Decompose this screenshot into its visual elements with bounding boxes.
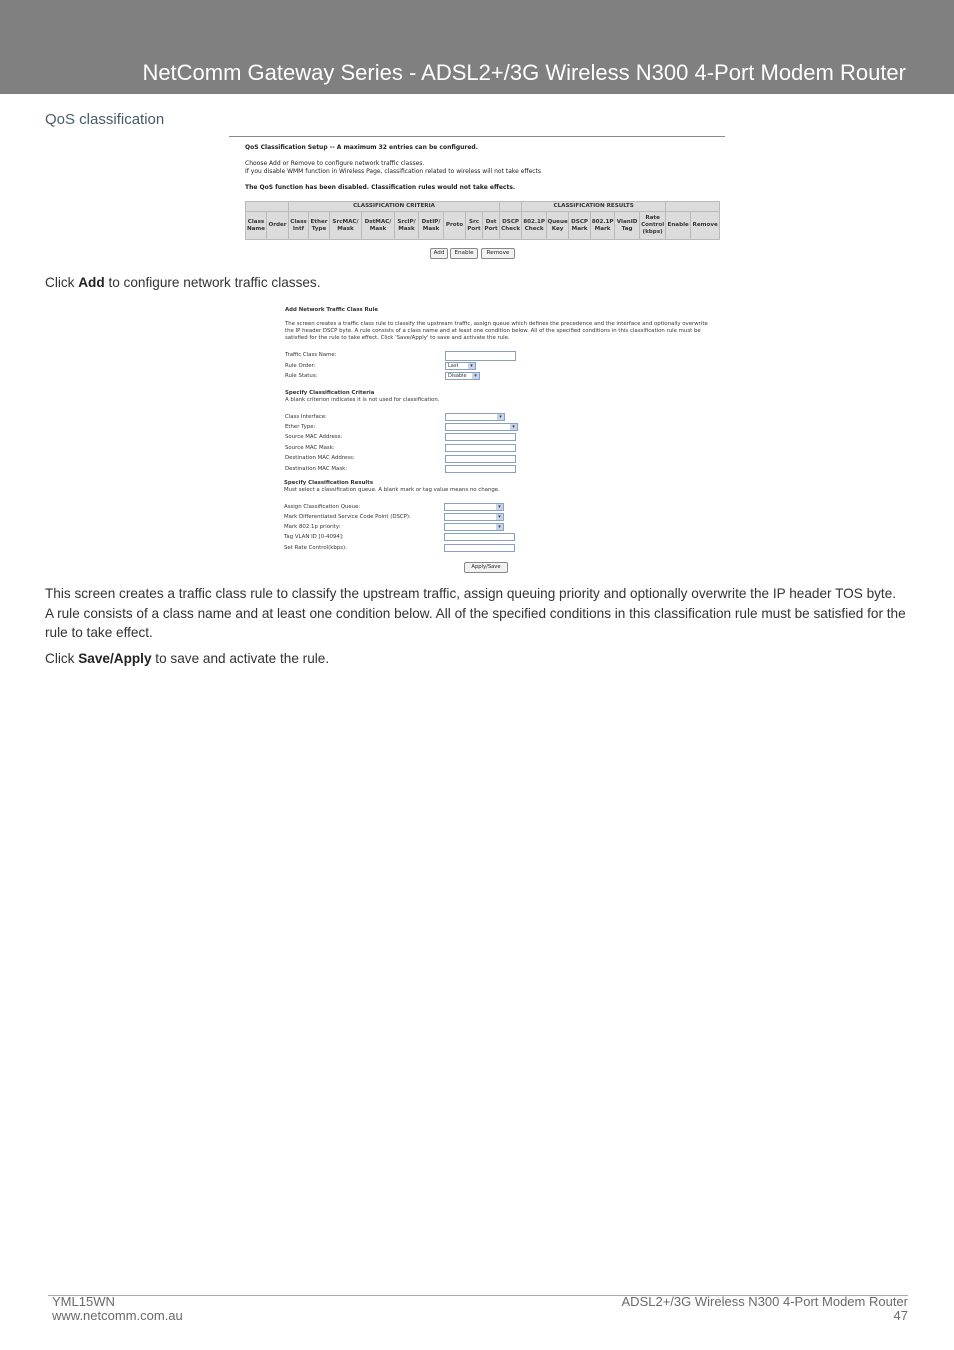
chevron-down-icon: ▾ <box>496 514 503 520</box>
footer-product: ADSL2+/3G Wireless N300 4-Port Modem Router <box>621 1294 908 1309</box>
column-header: DSCP Mark <box>569 212 591 240</box>
rule-status-label: Rule Status: <box>285 373 318 379</box>
add-rule-screenshot <box>283 305 708 573</box>
group-results-header: CLASSIFICATION RESULTS <box>522 202 666 212</box>
traffic-class-name-input[interactable] <box>445 351 516 361</box>
class-interface-select[interactable] <box>445 413 505 421</box>
column-header: DstMAC/ Mask <box>362 212 395 240</box>
enable-button[interactable]: Enable <box>450 248 478 259</box>
add-keyword: Add <box>78 275 105 290</box>
column-header: Queue Key <box>547 212 569 240</box>
qos-setup-title: QoS Classification Setup -- A maximum 32 entries can be configured. <box>245 144 478 151</box>
footer-model: YML15WN <box>52 1294 115 1309</box>
column-header: Dst Port <box>483 212 500 240</box>
destination-mac-mask-label: Destination MAC Mask: <box>285 466 348 472</box>
traffic-class-name-label: Traffic Class Name: <box>285 352 337 358</box>
results-note: Must select a classification queue. A blank mark or tag value means no change. <box>284 487 500 493</box>
column-header: SrcMAC/ Mask <box>330 212 362 240</box>
add-rule-title: Add Network Traffic Class Rule <box>285 307 379 313</box>
group-criteria-header: CLASSIFICATION CRITERIA <box>289 202 500 212</box>
class-interface-label: Class Interface: <box>285 414 327 420</box>
chevron-down-icon: ▾ <box>510 424 517 430</box>
page-number: 47 <box>893 1308 908 1323</box>
results-title: Specify Classification Results <box>284 480 374 486</box>
instruction-save-apply: Click Save/Apply to save and activate the rule. <box>45 651 330 666</box>
column-header: Class Intf <box>289 212 309 240</box>
column-header: Proto <box>444 212 466 240</box>
save-apply-keyword: Save/Apply <box>78 651 152 666</box>
column-header: DstIP/ Mask <box>419 212 444 240</box>
column-header: VlanID Tag <box>615 212 640 240</box>
ether-type-label: Ether Type: <box>285 424 316 430</box>
rule-order-select[interactable]: Last ▾ <box>445 362 476 370</box>
criteria-note: A blank criterion indicates it is not used for classification. <box>285 397 440 403</box>
column-header: SrcIP/ Mask <box>395 212 419 240</box>
source-mac-input[interactable] <box>445 433 516 441</box>
tag-vlan-label: Tag VLAN ID [0-4094]: <box>284 534 344 540</box>
column-header: Class Name <box>246 212 267 240</box>
column-header: Ether Type <box>309 212 330 240</box>
header-title: NetComm Gateway Series - ADSL2+/3G Wireless N300 4-Port Modem Router <box>142 60 906 85</box>
destination-mac-label: Destination MAC Address: <box>285 455 355 461</box>
qos-disabled-warning: The QoS function has been disabled. Classification rules would not take effects. <box>245 184 516 191</box>
rule-status-select[interactable]: Disable ▾ <box>445 372 480 380</box>
source-mac-mask-label: Source MAC Mask: <box>285 445 335 451</box>
mark-8021p-label: Mark 802.1p priority: <box>284 524 341 530</box>
add-rule-desc: the IP header DSCP byte. A rule consists of a class name and at least one condition below. All of the specified conditions in this classification rule must be <box>285 328 701 334</box>
chevron-down-icon: ▾ <box>496 524 503 530</box>
rule-order-label: Rule Order: <box>285 363 316 369</box>
destination-mac-mask-input[interactable] <box>445 465 516 473</box>
column-header: Remove <box>691 212 720 240</box>
rule-description-paragraph: This screen creates a traffic class rule to classify the upstream traffic, assign queuing priority and optionally overwrite the IP header TOS byte. A rule consists of a class name and at least one condition below. All of the specified conditions in this classification rule must be satisfied for the rule to take effect. <box>45 586 906 640</box>
mark-dscp-label: Mark Differentiated Service Code Point (DSCP): <box>284 514 411 520</box>
qos-rules-table <box>245 201 720 240</box>
footer-website: www.netcomm.com.au <box>52 1308 183 1323</box>
source-mac-mask-input[interactable] <box>445 444 516 452</box>
instruction-add: Click Add to configure network traffic classes. <box>45 275 321 290</box>
set-rate-label: Set Rate Control(kbps): <box>284 545 347 551</box>
column-header: 802.1P Check <box>522 212 547 240</box>
qos-setup-screenshot <box>229 136 725 262</box>
chevron-down-icon: ▾ <box>472 373 479 379</box>
criteria-title: Specify Classification Criteria <box>285 390 375 396</box>
apply-save-button[interactable]: Apply/Save <box>464 562 508 573</box>
column-header: Enable <box>666 212 691 240</box>
page-header <box>0 0 954 94</box>
column-header: Src Port <box>466 212 483 240</box>
chevron-down-icon: ▾ <box>497 414 504 420</box>
remove-button[interactable]: Remove <box>481 248 515 259</box>
column-header: 802.1P Mark <box>591 212 615 240</box>
mark-8021p-select[interactable] <box>444 523 504 531</box>
source-mac-label: Source MAC Address: <box>285 434 343 440</box>
divider <box>229 136 725 137</box>
mark-dscp-select[interactable] <box>444 513 504 521</box>
chevron-down-icon: ▾ <box>468 363 475 369</box>
tag-vlan-input[interactable] <box>444 533 515 541</box>
assign-queue-select[interactable] <box>444 503 504 511</box>
column-header: Order <box>267 212 289 240</box>
section-title: QoS classification <box>45 111 165 128</box>
destination-mac-input[interactable] <box>445 455 516 463</box>
ether-type-select[interactable] <box>445 423 518 431</box>
qos-setup-line1: Choose Add or Remove to configure network traffic classes. <box>245 160 425 167</box>
column-header: Rate Control (kbps) <box>640 212 666 240</box>
chevron-down-icon: ▾ <box>496 504 503 510</box>
add-rule-desc: satisfied for the rule to take effect. Click 'Save/Apply' to save and activate the rule. <box>285 335 510 341</box>
qos-setup-line2: If you disable WMM function in Wireless Page, classification related to wireless will not take effects <box>245 168 542 175</box>
set-rate-input[interactable] <box>444 544 515 552</box>
column-header: DSCP Check <box>500 212 522 240</box>
assign-queue-label: Assign Classification Queue: <box>284 504 361 510</box>
add-button[interactable]: Add <box>430 248 448 259</box>
add-rule-desc: The screen creates a traffic class rule to classify the upstream traffic, assign queue which defines the precedence and the interface and optionally overwrite <box>285 321 708 327</box>
